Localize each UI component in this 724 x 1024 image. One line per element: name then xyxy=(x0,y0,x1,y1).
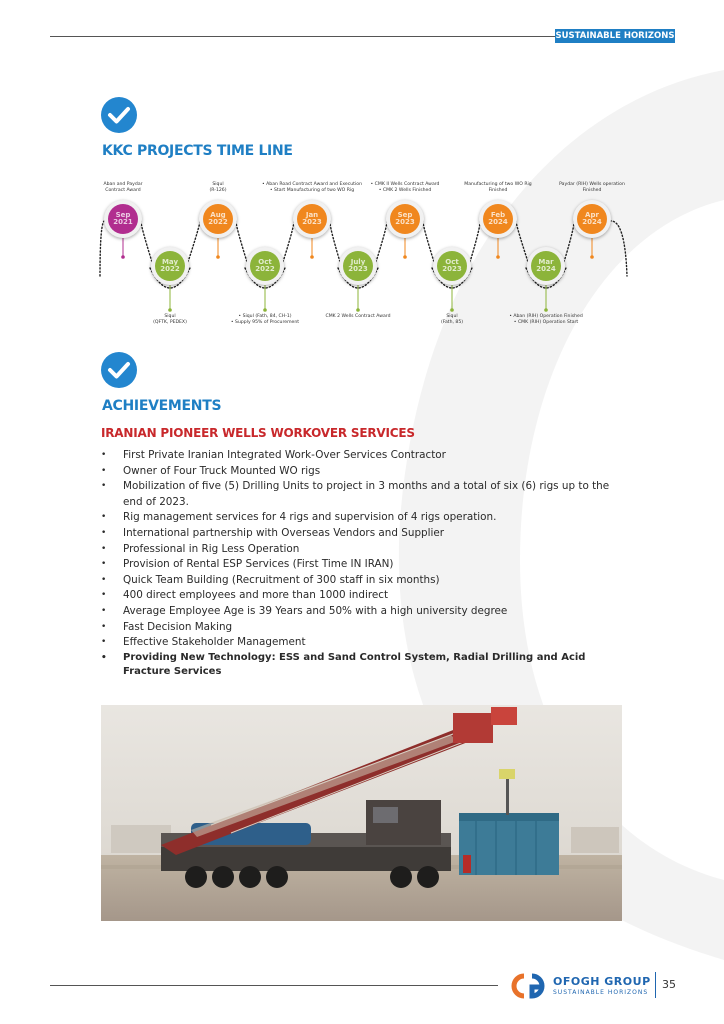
timeline-node-bottom-disc xyxy=(531,251,561,281)
node-year: 2022 xyxy=(255,265,275,273)
timeline-node-bottom xyxy=(433,247,471,285)
timeline-label-bottom xyxy=(115,314,225,325)
list-item: • Owner of Four Truck Mounted WO rigs xyxy=(100,464,625,480)
node-year: 2022 xyxy=(160,265,180,273)
timeline-label-line: • Supply 95% of Procurement xyxy=(230,319,300,325)
top-node-stem-dot xyxy=(496,255,500,259)
top-node-stem-dot xyxy=(403,255,407,259)
checkmark-icon xyxy=(101,97,137,133)
timeline-label-line: • Aban (RIH) Operation Finished xyxy=(509,314,583,319)
bottom-node-stem-dot xyxy=(263,308,267,312)
timeline-node-bottom xyxy=(246,247,284,285)
node-month: Aug xyxy=(210,210,226,219)
timeline-label-line: Finished xyxy=(488,187,508,193)
node-month: Feb xyxy=(490,210,506,219)
node-year: 2024 xyxy=(582,218,602,226)
node-month: Mar xyxy=(538,257,554,266)
timeline-node-bottom xyxy=(527,247,565,285)
node-year: 2023 xyxy=(302,218,322,226)
node-year: 2023 xyxy=(348,265,368,273)
timeline-label-line: • Start Manufacturing of two WO Rig xyxy=(269,187,355,193)
list-item: • Quick Team Building (Recruitment of 300 staff in six months) xyxy=(100,573,625,589)
list-item: • Mobilization of five (5) Drilling Units to project in 3 months and a total of six (6) rigs up to the end of 2023. xyxy=(100,479,625,510)
timeline-node-bottom-disc xyxy=(250,251,280,281)
timeline-label-line: Aban and Paydar xyxy=(103,182,143,187)
achievements-subtitle: IRANIAN PIONEER WELLS WORKOVER SERVICES xyxy=(101,426,415,440)
timeline-node-top xyxy=(104,200,142,238)
timeline-label-bottom xyxy=(491,314,601,325)
list-item: • Effective Stakeholder Management xyxy=(100,635,625,651)
timeline-node-bottom-disc xyxy=(437,251,467,281)
checkmark-icon xyxy=(101,352,137,388)
achievements-list xyxy=(100,448,625,680)
timeline-node-top xyxy=(386,200,424,238)
timeline-node-top xyxy=(573,200,611,238)
node-year: 2021 xyxy=(113,218,133,226)
node-year: 2023 xyxy=(395,218,415,226)
timeline-label-line: • CMK 2 Wells Finished xyxy=(378,187,432,193)
timeline-node-top xyxy=(293,200,331,238)
timeline-label-line: (Fath, 85) xyxy=(440,319,464,325)
bottom-node-stem-dot xyxy=(544,308,548,312)
timeline-label-line: • Aban Road Contract Award and Execution xyxy=(262,182,362,187)
timeline-label-top xyxy=(537,182,647,193)
timeline-label-line: Paydar (RIH) Wells operation xyxy=(559,182,625,187)
node-month: Apr xyxy=(585,210,599,219)
timeline-node-top xyxy=(479,200,517,238)
timeline-label-line: • CMK (RIH) Operation Start xyxy=(513,319,579,325)
timeline-label-line: Manufacturing of two WO Rig xyxy=(464,182,532,187)
node-month: Oct xyxy=(258,257,272,266)
node-year: 2022 xyxy=(208,218,228,226)
timeline-label-line: • CMK II Wells Contract Award xyxy=(370,182,440,187)
node-year: 2024 xyxy=(536,265,556,273)
list-item: • 400 direct employees and more than 1000 indirect xyxy=(100,588,625,604)
timeline-node-bottom xyxy=(339,247,377,285)
bottom-node-stem-dot xyxy=(450,308,454,312)
timeline-node-bottom-disc xyxy=(343,251,373,281)
timeline-node-top-disc xyxy=(203,204,233,234)
timeline-node-bottom xyxy=(151,247,189,285)
brand-name: OFOGH GROUP xyxy=(553,975,651,988)
node-year: 2024 xyxy=(488,218,508,226)
node-month: Sep xyxy=(115,210,131,219)
node-month: May xyxy=(161,257,179,266)
timeline-label-line: Siqul xyxy=(164,314,176,319)
timeline-node-top-disc xyxy=(108,204,138,234)
node-month: Sep xyxy=(397,210,413,219)
timeline-label-line: • Siqul (Fath, 84, CH-1) xyxy=(238,314,292,319)
timeline-label-line: CMK 2 Wells Contract Award xyxy=(325,314,391,319)
bottom-node-stem-dot xyxy=(356,308,360,312)
timeline-node-top-disc xyxy=(390,204,420,234)
node-month: Oct xyxy=(445,257,459,266)
list-item-highlight: • Providing New Technology: ESS and Sand Control System, Radial Drilling and Acid Fracture Services xyxy=(100,651,625,680)
timeline-label-line: Siqul xyxy=(446,314,458,319)
workover-rig-photo xyxy=(101,705,622,921)
timeline-label-line: Finished xyxy=(582,187,602,193)
company-logo-icon xyxy=(510,973,548,999)
brand-tagline: SUSTAINABLE HORIZONS xyxy=(553,989,649,996)
timeline-node-top-disc xyxy=(577,204,607,234)
list-item: • Professional in Rig Less Operation xyxy=(100,542,625,558)
list-item: • Fast Decision Making xyxy=(100,620,625,636)
bottom-node-stem-dot xyxy=(168,308,172,312)
timeline-title: KKC PROJECTS TIME LINE xyxy=(102,143,293,159)
list-item: • Average Employee Age is 39 Years and 50% with a high university degree xyxy=(100,604,625,620)
timeline-label-line: (R-126) xyxy=(209,187,227,193)
node-year: 2023 xyxy=(442,265,462,273)
top-node-stem-dot xyxy=(310,255,314,259)
node-month: July xyxy=(350,257,366,266)
footer-rule xyxy=(50,985,498,986)
timeline-node-top xyxy=(199,200,237,238)
top-node-stem-dot xyxy=(121,255,125,259)
timeline-label-line: (QFTK, PEDEX) xyxy=(153,319,187,325)
list-item: • International partnership with Overseas Vendors and Supplier xyxy=(100,526,625,542)
timeline-label-line: Contract Award xyxy=(105,187,141,193)
node-month: Jan xyxy=(305,210,319,219)
timeline-label-top xyxy=(68,182,178,193)
timeline-label-line: Siqul xyxy=(212,182,224,187)
timeline-node-top-disc xyxy=(483,204,513,234)
list-item: • Rig management services for 4 rigs and supervision of 4 rigs operation. xyxy=(100,510,625,526)
top-node-stem-dot xyxy=(216,255,220,259)
header-rule xyxy=(50,36,555,37)
header-tag: SUSTAINABLE HORIZONS xyxy=(555,31,675,41)
list-item: • First Private Iranian Integrated Work-Over Services Contractor xyxy=(100,448,625,464)
footer-separator xyxy=(655,972,656,998)
achievements-title: ACHIEVEMENTS xyxy=(102,398,222,414)
timeline-node-top-disc xyxy=(297,204,327,234)
list-item: • Provision of Rental ESP Services (First Time IN IRAN) xyxy=(100,557,625,573)
page-number: 35 xyxy=(662,978,676,991)
timeline-node-bottom-disc xyxy=(155,251,185,281)
top-node-stem-dot xyxy=(590,255,594,259)
